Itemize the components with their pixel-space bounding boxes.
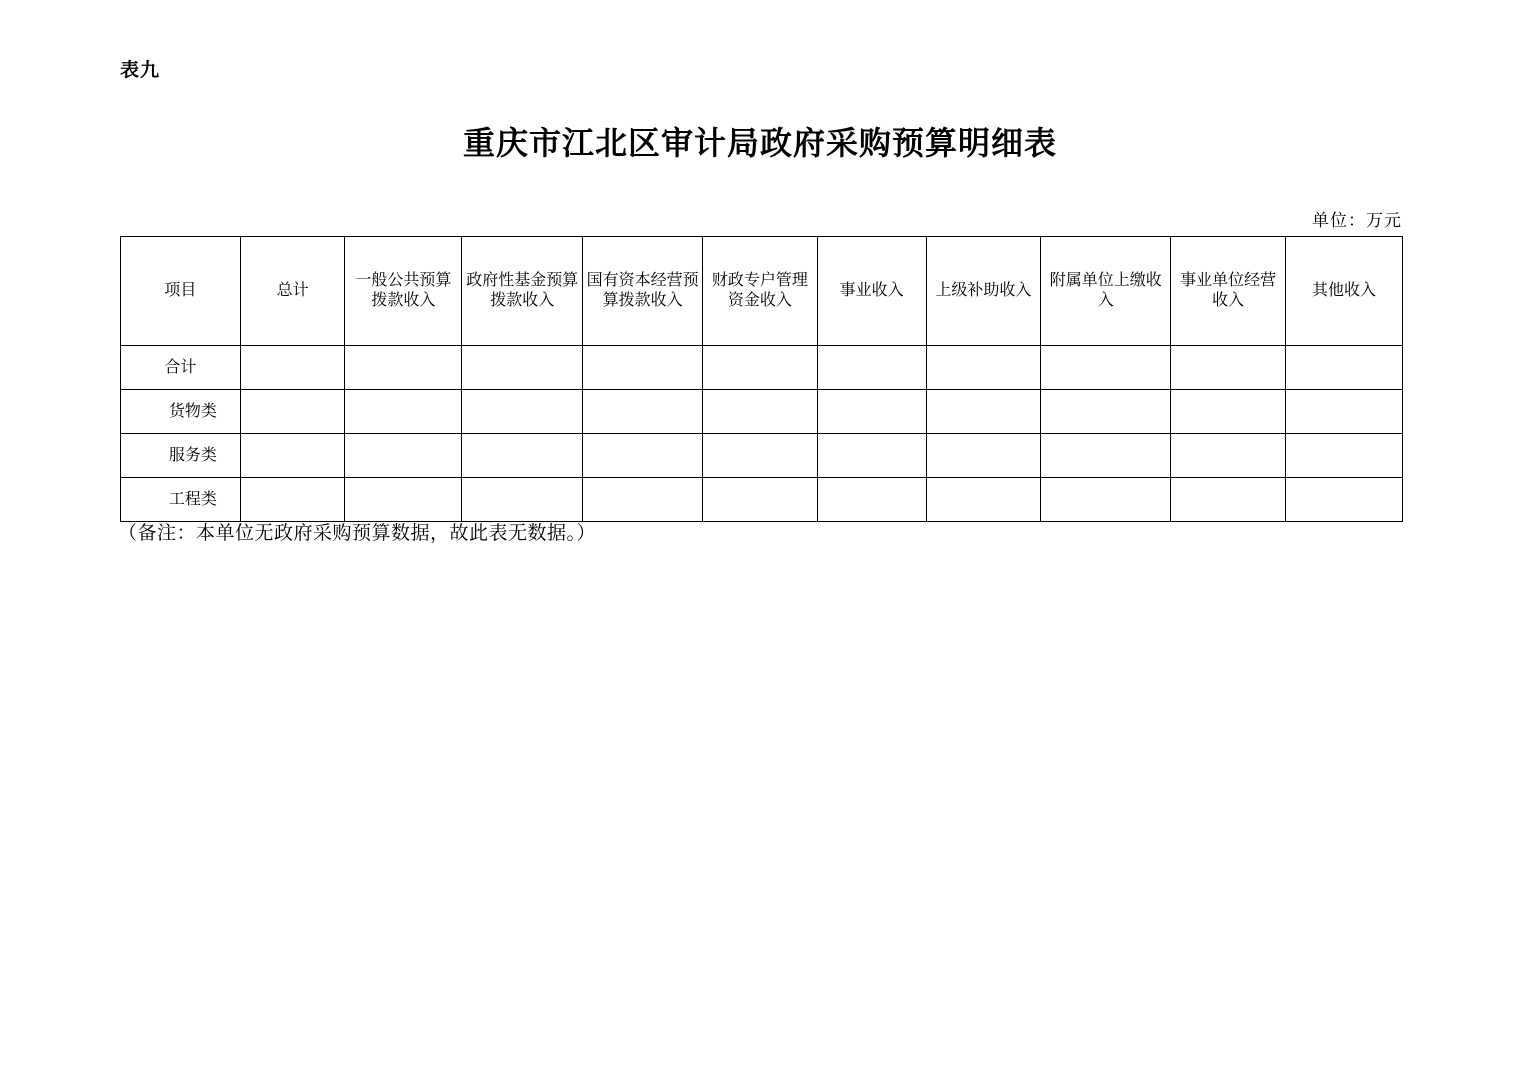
cell [583, 434, 703, 478]
cell [345, 434, 462, 478]
cell [462, 346, 583, 390]
row-label-total: 合计 [121, 346, 241, 390]
footnote: （备注：本单位无政府采购预算数据，故此表无数据。） [118, 523, 597, 544]
cell [1171, 478, 1286, 522]
cell [703, 478, 818, 522]
cell [926, 346, 1041, 390]
table-header-row [121, 237, 1403, 346]
cell [926, 390, 1041, 434]
cell [817, 390, 926, 434]
row-label-services: 服务类 [121, 434, 241, 478]
procurement-budget-table [120, 236, 1403, 522]
cell [1171, 346, 1286, 390]
cell [240, 390, 345, 434]
cell [703, 346, 818, 390]
column-header-item: 项目 [121, 237, 241, 346]
cell [1041, 390, 1171, 434]
column-header-fiscal-account-funds: 财政专户管理资金收入 [703, 237, 818, 346]
row-label-engineering: 工程类 [121, 478, 241, 522]
row-label-goods: 货物类 [121, 390, 241, 434]
cell [817, 478, 926, 522]
cell [926, 434, 1041, 478]
column-header-subordinate-payment: 附属单位上缴收入 [1041, 237, 1171, 346]
column-header-government-fund-budget: 政府性基金预算拨款收入 [462, 237, 583, 346]
cell [345, 478, 462, 522]
cell [1041, 478, 1171, 522]
table-row [121, 346, 1403, 390]
column-header-state-capital-budget: 国有资本经营预算拨款收入 [583, 237, 703, 346]
column-header-general-public-budget: 一般公共预算拨款收入 [345, 237, 462, 346]
unit-note: 单位：万元 [1312, 211, 1402, 230]
cell [462, 478, 583, 522]
cell [345, 390, 462, 434]
cell [240, 478, 345, 522]
cell [583, 390, 703, 434]
cell [703, 434, 818, 478]
cell [926, 478, 1041, 522]
cell [462, 390, 583, 434]
table-row [121, 434, 1403, 478]
column-header-institution-business-income: 事业单位经营收入 [1171, 237, 1286, 346]
cell [240, 434, 345, 478]
cell [462, 434, 583, 478]
cell [703, 390, 818, 434]
cell [583, 346, 703, 390]
cell [1171, 390, 1286, 434]
column-header-total: 总计 [240, 237, 345, 346]
cell [817, 346, 926, 390]
cell [1171, 434, 1286, 478]
cell [1286, 390, 1403, 434]
cell [1041, 346, 1171, 390]
column-header-superior-subsidy: 上级补助收入 [926, 237, 1041, 346]
cell [817, 434, 926, 478]
cell [1041, 434, 1171, 478]
column-header-operating-income: 事业收入 [817, 237, 926, 346]
table-row [121, 478, 1403, 522]
cell [1286, 434, 1403, 478]
cell [240, 346, 345, 390]
cell [345, 346, 462, 390]
column-header-other-income: 其他收入 [1286, 237, 1403, 346]
page-title: 重庆市江北区审计局政府采购预算明细表 [462, 125, 1057, 161]
sheet-label: 表九 [120, 60, 161, 81]
table-row [121, 390, 1403, 434]
cell [1286, 346, 1403, 390]
cell [583, 478, 703, 522]
cell [1286, 478, 1403, 522]
